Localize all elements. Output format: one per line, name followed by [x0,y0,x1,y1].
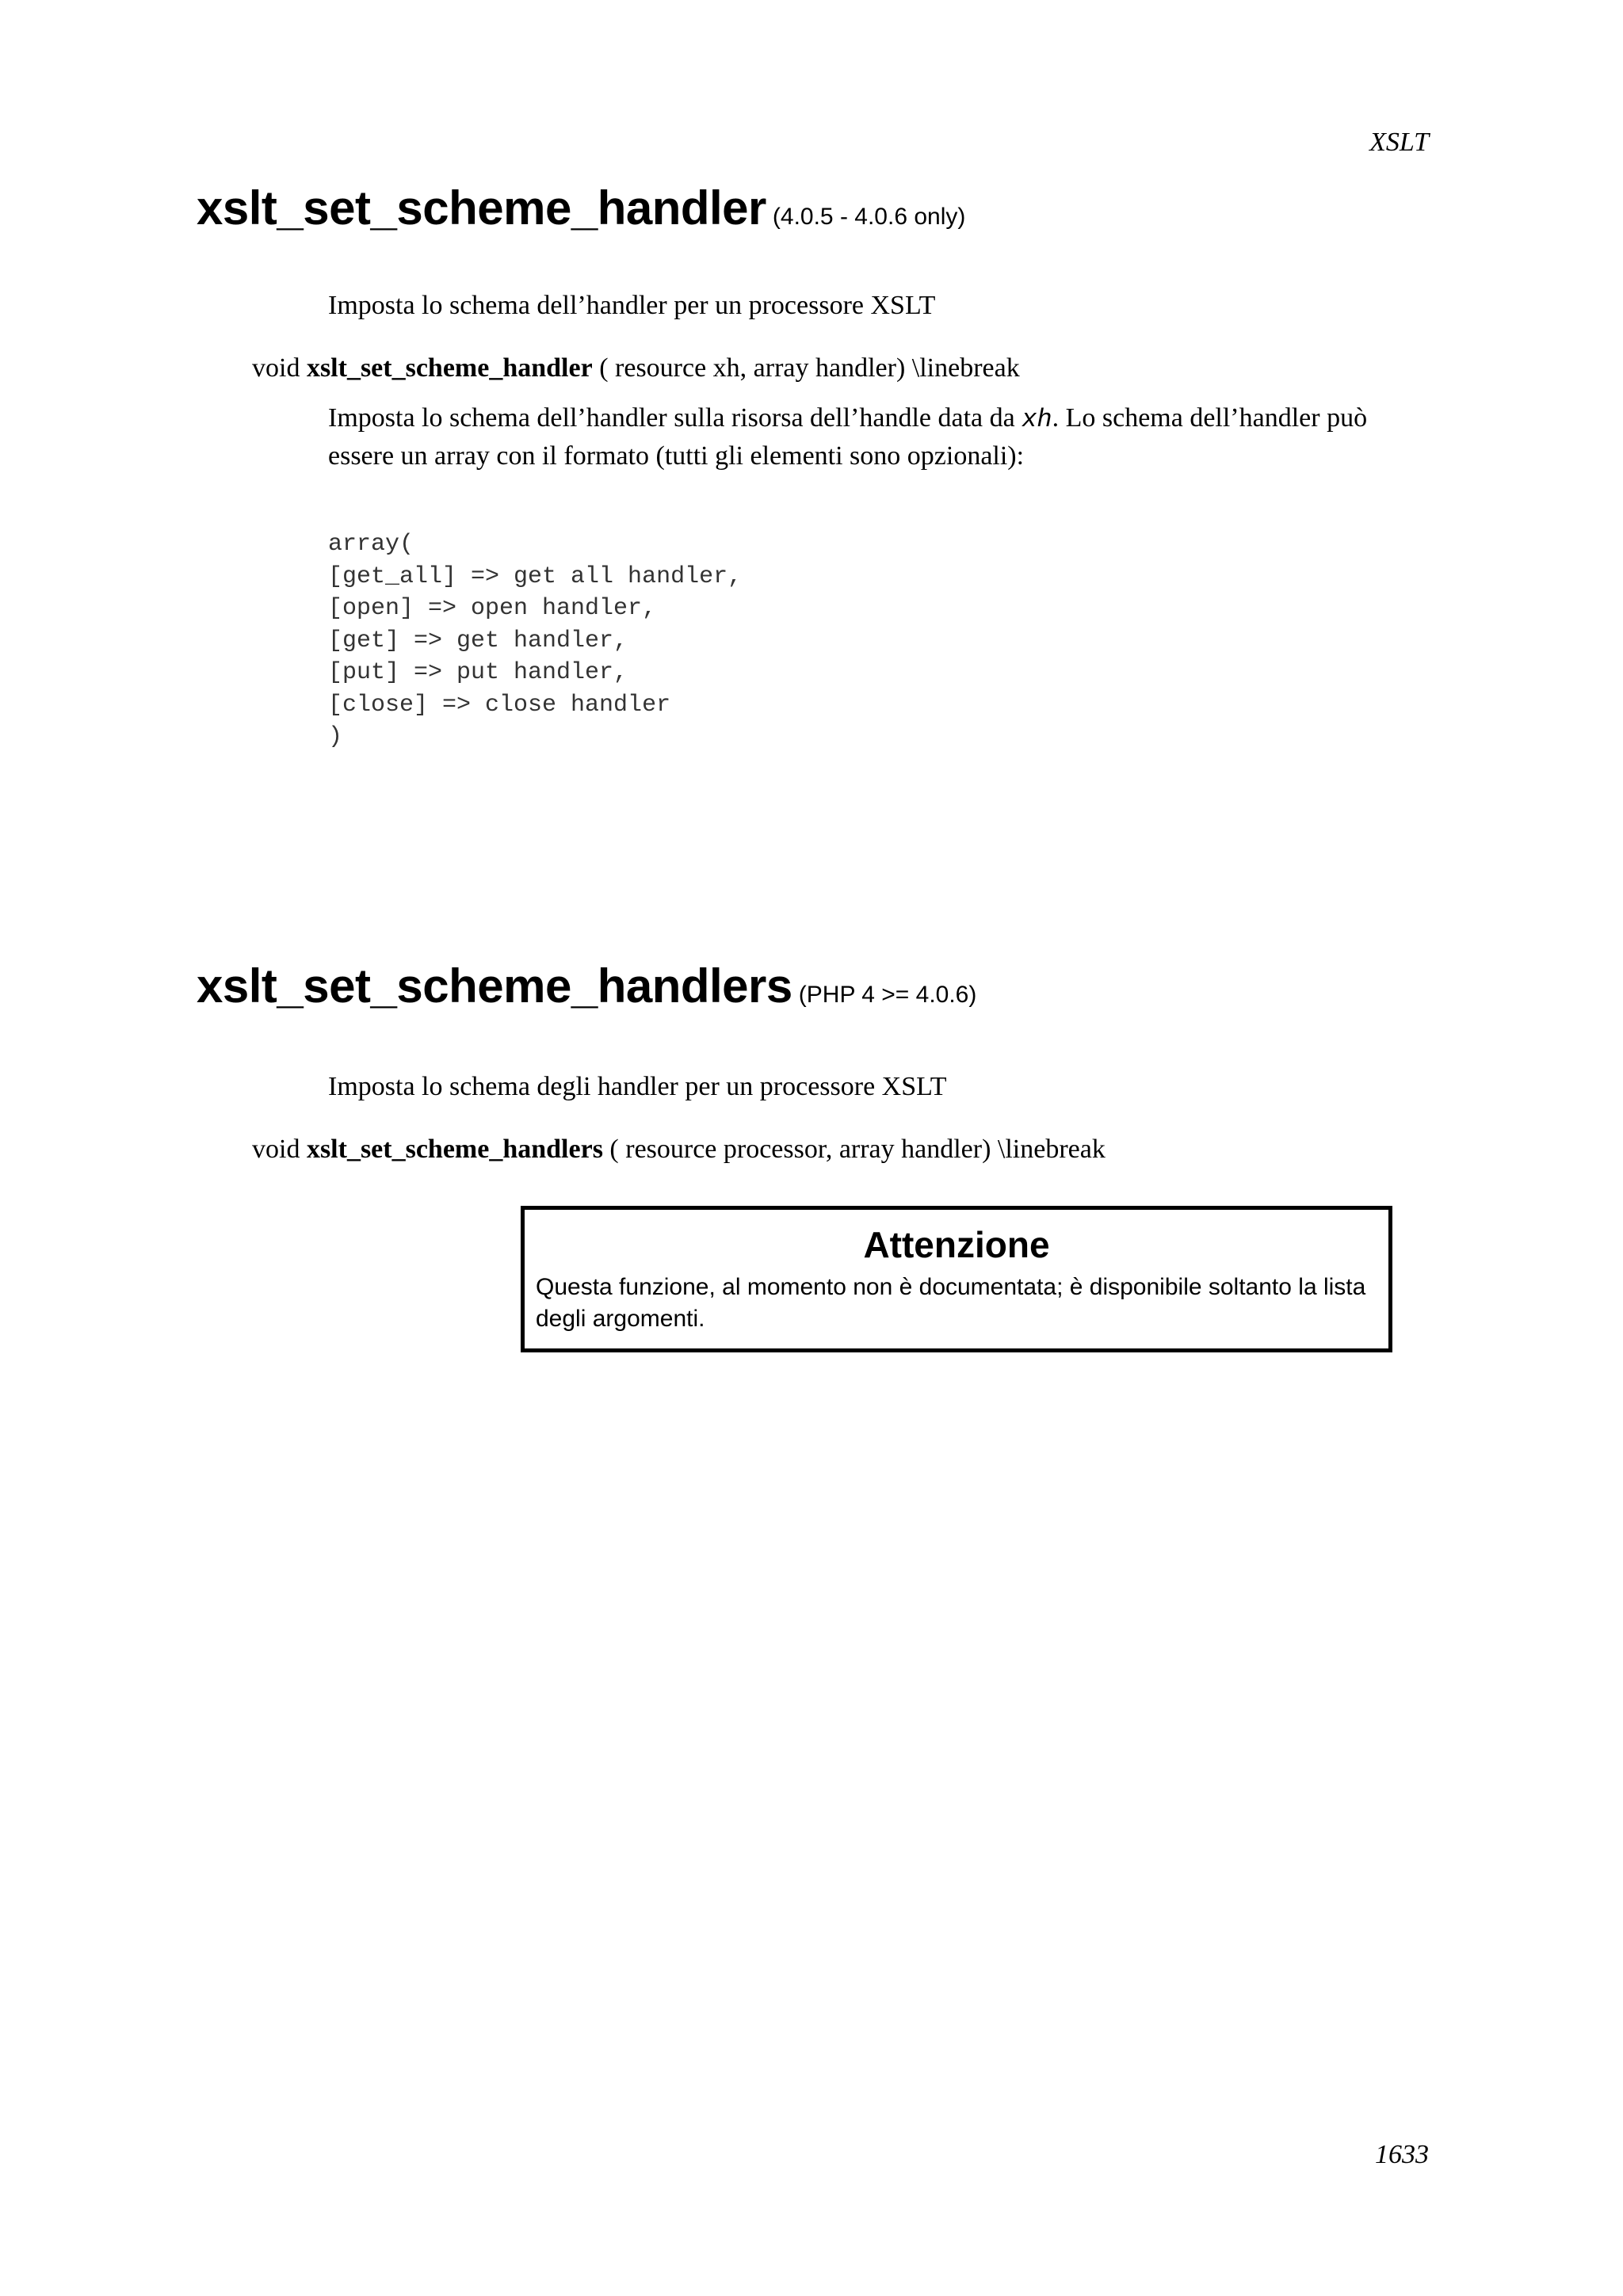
synopsis-function-name: xslt_set_scheme_handler [306,353,593,383]
code-example: array( [get_all] => get all handler, [open] => open handler, [get] => get handler, [put] => put handler, [close] => close handler ) [328,531,743,750]
function-version: (PHP 4 >= 4.0.6) [798,982,977,1008]
function-synopsis [252,351,1020,386]
description-text-end: . Lo schema dell’handler può essere un array con il formato (tutti gli elementi sono opzionali): [328,403,1368,471]
function-version: (4.0.5 - 4.0.6 only) [772,204,966,230]
synopsis-params: ( resource processor, array handler) \linebreak [609,1135,1106,1164]
synopsis-return-type: void [252,353,300,383]
function-description [328,400,1406,475]
function-title-xslt-set-scheme-handlers [197,959,976,1013]
warning-title: Attenzione [863,1224,1050,1265]
function-title-xslt-set-scheme-handler [197,181,965,235]
function-name: xslt_set_scheme_handlers [197,959,792,1013]
description-parameter: xh [1022,405,1052,434]
synopsis-function-name: xslt_set_scheme_handlers [306,1135,603,1164]
running-header: XSLT [1369,128,1429,157]
synopsis-params: ( resource xh, array handler) \linebreak [599,353,1020,383]
page-number: 1633 [1375,2140,1429,2169]
function-name: xslt_set_scheme_handler [197,181,766,235]
function-purpose: Imposta lo schema dell’handler per un processore XSLT [328,291,936,320]
synopsis-return-type: void [252,1135,300,1164]
description-text-start: Imposta lo schema dell’handler sulla risorsa dell’handle data da [328,403,1022,433]
warning-text: Questa funzione, al momento non è documentata; è disponibile soltanto la lista degli argomenti. [536,1274,1366,1332]
function-synopsis [252,1132,1106,1167]
function-purpose: Imposta lo schema degli handler per un processore XSLT [328,1072,947,1101]
warning-box [521,1206,1392,1352]
